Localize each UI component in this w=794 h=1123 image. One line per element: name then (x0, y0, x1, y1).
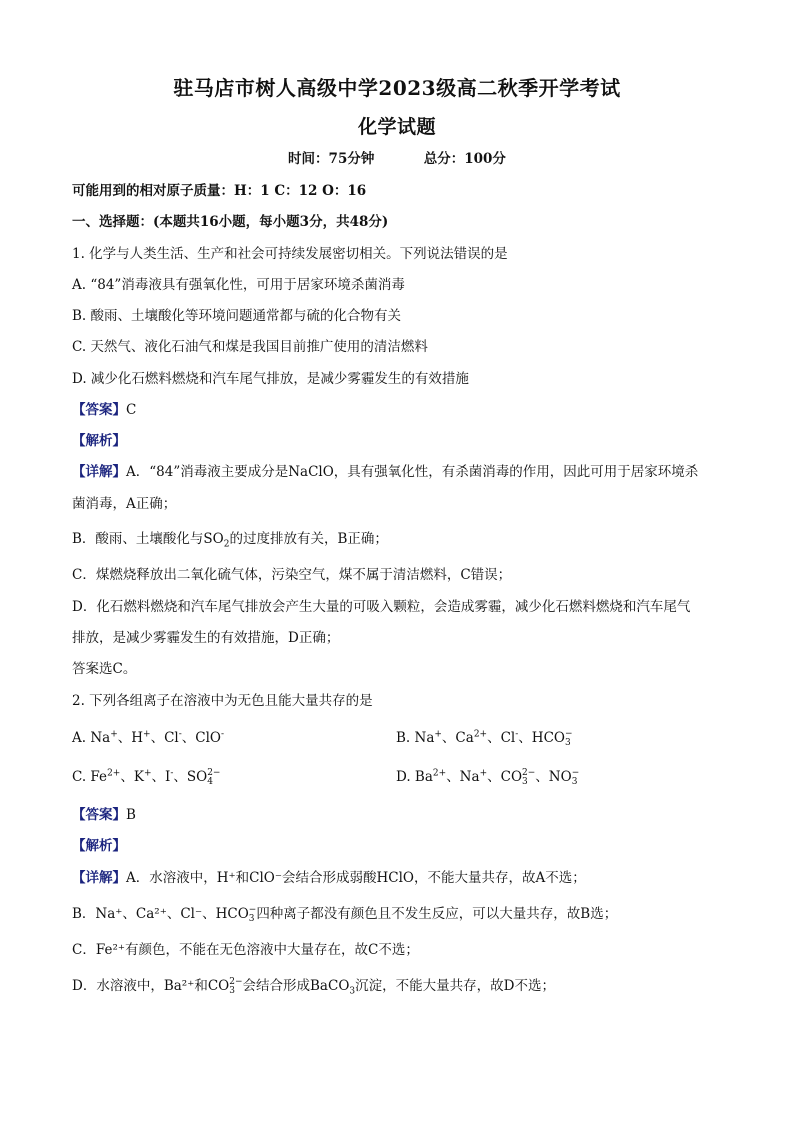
q1-option-b: B. 酸雨、土壤酸化等环境问题通常都与硫的化合物有关 (72, 308, 402, 324)
document-subtitle: 化学试题 (357, 116, 436, 138)
q1-detail-a-1 (72, 463, 732, 481)
exam-info (0, 150, 794, 168)
q2-detail-b: B．Na⁺、Ca²⁺、Cl⁻、HCO − 3 四种离子都没有颜色且不发生反应，可以大量共存，故B选； (72, 904, 618, 924)
q1-option-a: A. “84”消毒液具有强氧化性，可用于居家环境杀菌消毒 (72, 277, 405, 293)
q1-answer (72, 401, 732, 419)
q1-detail-b-pre: B．酸雨、土壤酸化与SO (72, 531, 224, 547)
q1-detail-c: C．煤燃烧释放出二氧化硫气体，污染空气，煤不属于清洁燃料，C错误； (72, 567, 512, 583)
q2-detail-d-mid: 会结合形成BaCO (242, 978, 350, 994)
q2-detail-b-pre: B．Na⁺、Ca²⁺、Cl⁻、HCO (72, 906, 249, 922)
q2-detail-d: D．水溶液中，Ba²⁺和CO 2− 3 会结合形成BaCO$_3$沉淀，不能大量共存，故D不选； (72, 976, 555, 997)
q1-detail-a-2: 菌消毒，A正确； (72, 496, 177, 512)
section-title: 一、选择题：(本题共16小题，每小题3分，共48分) (72, 214, 389, 230)
q2-answer (72, 806, 732, 824)
q1-stem: 1. 化学与人类生活、生产和社会可持续发展密切相关。下列说法错误的是 (72, 246, 508, 262)
document-title: 驻马店市树人高级中学2023级高二秋季开学考试 (173, 76, 621, 100)
answer-tag: 【答案】 (72, 807, 126, 823)
analysis-tag: 【解析】 (72, 838, 126, 854)
detail-tag: 【详解】 (72, 464, 126, 480)
score-info: 总分：100分 (423, 151, 506, 167)
q1-option-c: C. 天然气、液化石油气和煤是我国目前推广使用的清洁燃料 (72, 339, 428, 355)
q2-analysis (72, 837, 732, 855)
q2-detail-d-post: 沉淀，不能大量共存，故D不选； (355, 978, 555, 994)
q2-option-b: B. Na+、$Ca^{2+}$、Cl-、HCO − 3 (396, 728, 573, 748)
q2-option-c: C. $Fe^{2+}$、K+、I-、SO 2− 4 (72, 767, 221, 787)
q2-detail-a (72, 869, 732, 887)
q2-detail-c: C．Fe²⁺有颜色，不能在无色溶液中大量存在，故C不选； (72, 942, 419, 958)
answer-value: B (126, 807, 136, 823)
q1-detail-a-text: A．“84”消毒液主要成分是NaClO，具有强氧化性，有杀菌消毒的作用，因此可用于居家环境杀 (126, 464, 699, 480)
so2-subscript: 2 (223, 539, 230, 550)
q2-detail-b-post: 四种离子都没有颜色且不发生反应，可以大量共存，故B选； (256, 906, 618, 922)
answer-value: C (126, 402, 137, 418)
q2-option-a: A. Na+、H+、Cl-、ClO- (72, 729, 225, 746)
q1-option-d: D. 减少化石燃料燃烧和汽车尾气排放，是减少雾霾发生的有效措施 (72, 371, 469, 387)
q1-conclusion: 答案选C。 (72, 661, 137, 677)
q1-analysis (72, 432, 732, 450)
q1-detail-d-2: 排放，是减少雾霾发生的有效措施，D正确； (72, 630, 340, 646)
q1-detail-b-post: 的过度排放有关，B正确； (229, 531, 388, 547)
q2-option-d: D. $Ba^{2+}$、Na+、CO 2− 3 、NO − 3 (396, 767, 580, 787)
q2-stem: 2. 下列各组离子在溶液中为无色且能大量共存的是 (72, 693, 373, 709)
q2-options-row-1 (72, 729, 732, 747)
answer-tag: 【答案】 (72, 402, 126, 418)
q1-detail-d-1: D．化石燃料燃烧和汽车尾气排放会产生大量的可吸入颗粒，会造成雾霾，减少化石燃料燃烧和汽车尾气 (72, 599, 691, 615)
q2-options-row-2 (72, 768, 732, 787)
q1-detail-b (72, 530, 732, 548)
atomic-mass-line: 可能用到的相对原子质量：H：1 C：12 O：16 (72, 183, 367, 199)
analysis-tag: 【解析】 (72, 433, 126, 449)
detail-tag: 【详解】 (72, 870, 126, 886)
q2-detail-d-pre: D．水溶液中，Ba²⁺和CO (72, 978, 230, 994)
baco3-subscript: 3 (349, 986, 356, 997)
time-info: 时间：75分钟 (288, 151, 375, 167)
q2-detail-a-text: A．水溶液中，H⁺和ClO⁻会结合形成弱酸HClO，不能大量共存，故A不选； (126, 870, 586, 886)
